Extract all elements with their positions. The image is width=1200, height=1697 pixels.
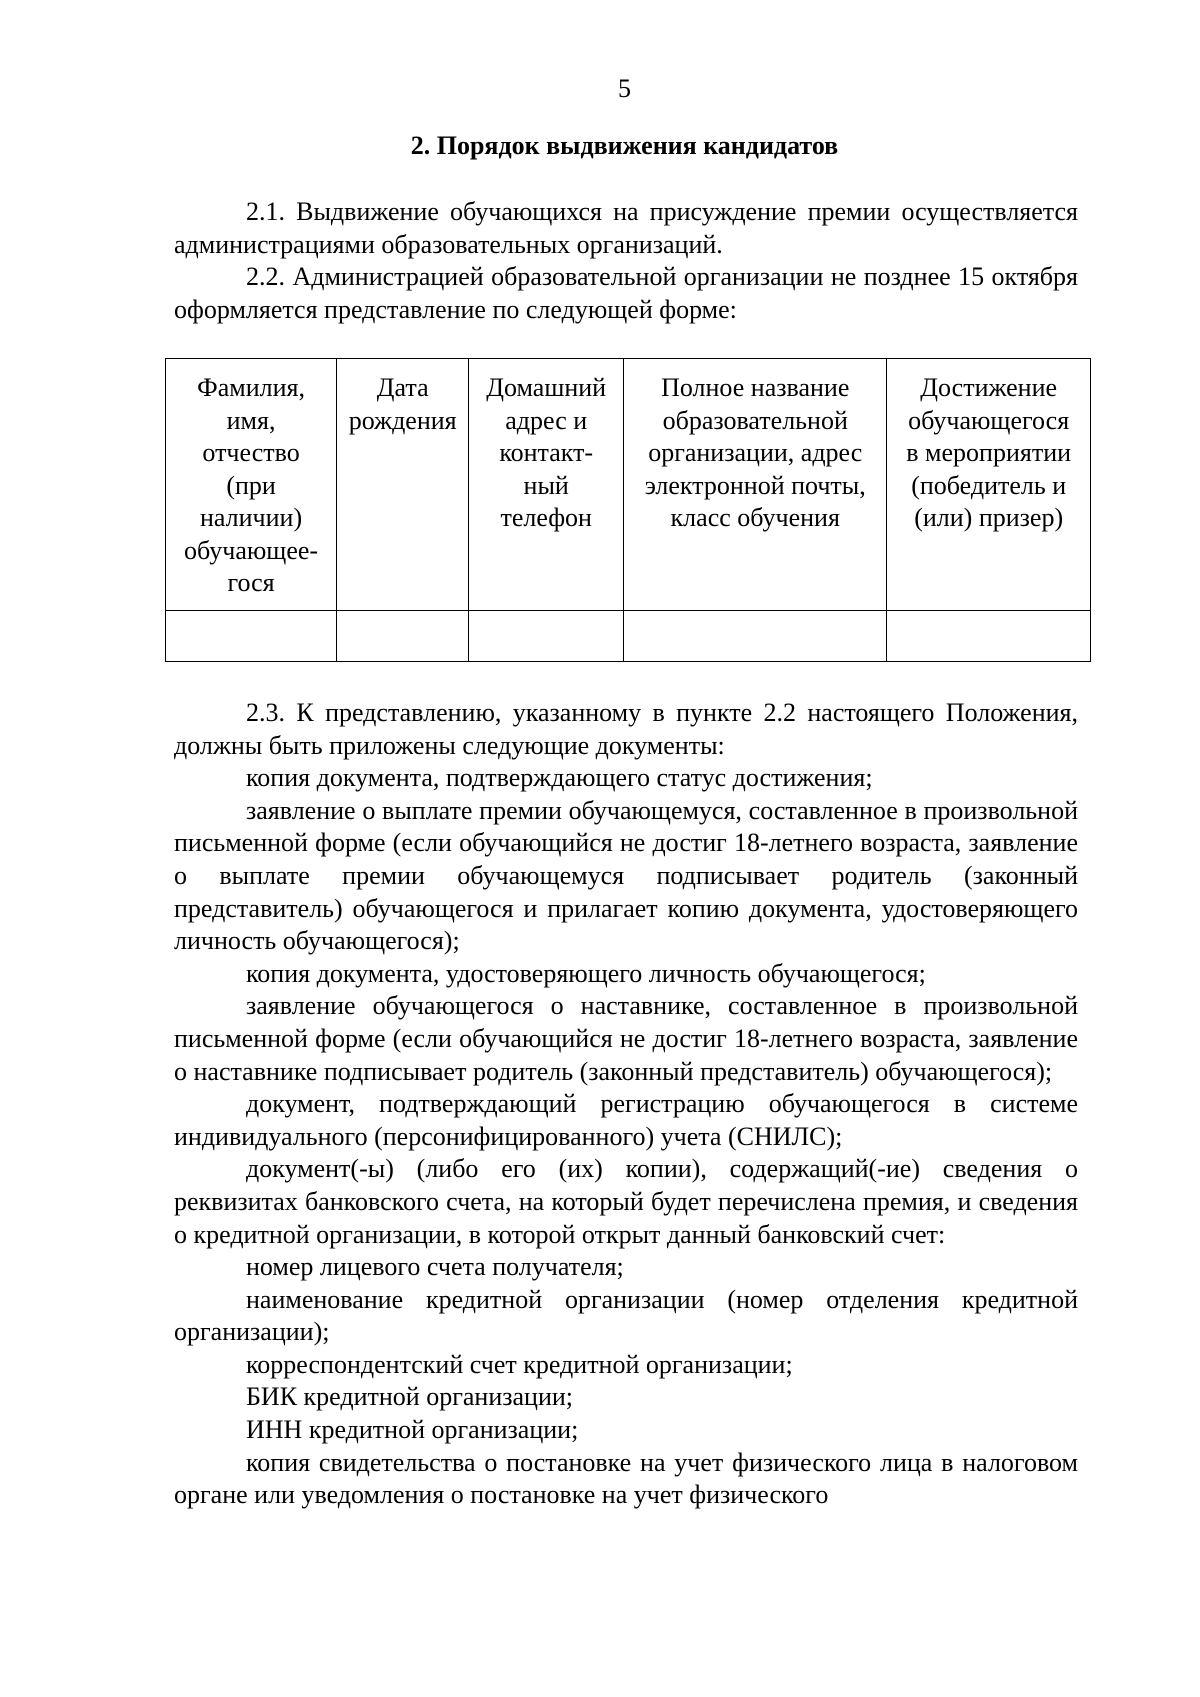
header-organization: Полное название образовательной организации, адрес электронной почты, класс обучения [624,359,887,611]
list-item: наименование кредитной организации (номер отделения кредитной организации); [174,1284,1078,1347]
page-number: 5 [618,74,631,103]
header-address-phone: Домашний адрес и контакт- ный телефон [469,359,624,611]
header-birth-date: Дата рождения [337,359,469,611]
nomination-form-table [165,358,1091,662]
table-row [166,610,1091,661]
empty-cell [166,610,337,661]
list-item: документ(-ы) (либо его (их) копии), содержащий(-ие) сведения о реквизитах банковского счета, на который будет перечислена премия, и сведения о кредитной организации, в которой открыт данный банковский счет: [174,1154,1078,1249]
paragraph-2-1: 2.1. Выдвижение обучающихся на присуждение премии осуществляется администрациями образовательных организаций. [174,197,1078,259]
header-full-name: Фамилия, имя, отчество (при наличии) обучающее- гося [166,359,337,611]
empty-cell [624,610,887,661]
list-item: ИНН кредитной организации; [246,1415,579,1445]
empty-cell [469,610,624,661]
list-item: номер лицевого счета получателя; [246,1252,624,1282]
paragraph-2-2: 2.2. Администрацией образовательной организации не позднее 15 октября оформляется представление по следующей форме: [174,262,1078,324]
paragraphs-top [174,196,1078,326]
empty-cell [887,610,1091,661]
list-item: копия свидетельства о постановке на учет физического лица в налоговом органе или уведомления о постановке на учет физического [174,1447,1078,1510]
list-item: копия документа, подтверждающего статус достижения; [246,763,873,793]
list-item: заявление обучающегося о наставнике, составленное в произвольной письменной форме (если обучающийся не достиг 18-летнего возраста, заявление о наставнике подписывает родитель (законный представитель) обучающегося); [174,991,1078,1086]
list-item: заявление о выплате премии обучающемуся, составленное в произвольной письменной форме (если обучающийся не достиг 18-летнего возраста, заявление о выплате премии обучающемуся подписывает родитель (законный представитель) обучающегося и прилагает копию документа, удостоверяющего личность обучающегося); [174,795,1078,956]
list-item: копия документа, удостоверяющего личность обучающегося; [246,958,926,988]
table-header-row [166,359,1091,611]
list-item: корреспондентский счет кредитной организации; [246,1349,793,1379]
list-item: документ, подтверждающий регистрацию обучающегося в системе индивидуального (персонифицированного) учета (СНИЛС); [174,1089,1078,1151]
paragraph-2-3: 2.3. К представлению, указанному в пункте 2.2 настоящего Положения, должны быть приложены следующие документы: [174,698,1078,760]
section-heading: 2. Порядок выдвижения кандидатов [410,131,839,160]
paragraphs-bottom [174,697,1078,1512]
header-achievement: Достижение обучающегося в мероприятии (победитель и (или) призер) [887,359,1091,611]
list-item: БИК кредитной организации; [246,1382,574,1412]
empty-cell [337,610,469,661]
